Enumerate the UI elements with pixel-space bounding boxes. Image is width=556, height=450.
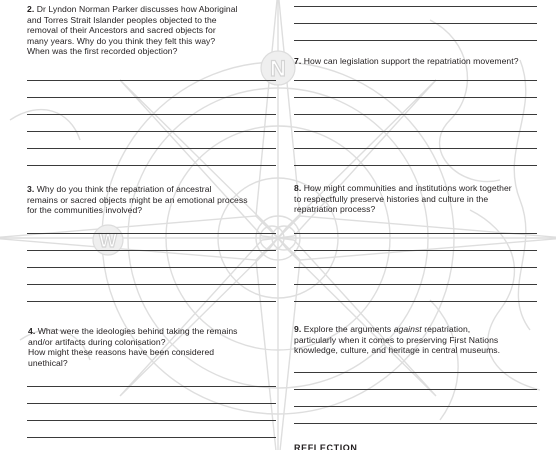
question-8-text-2: to respectfully preserve histories and culture in the <box>294 193 489 204</box>
answer-line[interactable] <box>294 6 537 7</box>
answer-line[interactable] <box>294 165 537 166</box>
answer-line[interactable] <box>294 250 537 251</box>
question-7 <box>294 56 554 67</box>
question-7-text-1: How can legislation support the repatriation movement? <box>303 56 519 66</box>
answer-line[interactable] <box>27 284 276 285</box>
question-2-text-5: When was the first recorded objection? <box>27 46 178 57</box>
answer-line[interactable] <box>27 131 276 132</box>
answer-line[interactable] <box>294 131 537 132</box>
question-2-line-1 <box>27 4 277 15</box>
answer-line[interactable] <box>294 267 537 268</box>
question-9-text-3: knowledge, culture, and heritage in central museums. <box>294 345 501 356</box>
answer-line[interactable] <box>27 386 276 387</box>
west-label: W <box>99 231 117 252</box>
answer-line[interactable] <box>27 250 276 251</box>
question-9-text-1a: Explore the arguments <box>303 324 394 334</box>
answer-line[interactable] <box>294 233 537 234</box>
answer-line[interactable] <box>27 148 276 149</box>
question-4-text-4: unethical? <box>28 357 68 368</box>
answer-line[interactable] <box>294 301 537 302</box>
answer-line[interactable] <box>294 80 537 81</box>
answer-line[interactable] <box>294 148 537 149</box>
question-9-text-2: particularly when it comes to preserving First Nations <box>294 334 499 345</box>
question-9 <box>294 324 554 356</box>
question-2-text-3: removal of their Ancestors and sacred objects for <box>27 25 216 36</box>
question-7-number: 7. <box>294 56 302 66</box>
question-9-number: 9. <box>294 324 302 334</box>
reflection-heading: REFLECTION <box>294 443 358 450</box>
answer-line[interactable] <box>294 372 537 373</box>
question-2-number: 2. <box>27 4 35 14</box>
answer-line[interactable] <box>27 233 276 234</box>
question-2-text-2: and Torres Strait Islander peoples objected to the <box>27 14 217 25</box>
question-3-number: 3. <box>27 184 35 194</box>
question-8 <box>294 183 554 215</box>
north-label: N <box>270 56 286 81</box>
question-8-number: 8. <box>294 183 302 193</box>
answer-line[interactable] <box>27 114 276 115</box>
answer-line[interactable] <box>294 389 537 390</box>
answer-line[interactable] <box>27 301 276 302</box>
answer-line[interactable] <box>294 284 537 285</box>
answer-line[interactable] <box>294 97 537 98</box>
answer-line[interactable] <box>27 80 276 81</box>
question-2-text-1: Dr Lyndon Norman Parker discusses how Aboriginal <box>36 4 238 14</box>
question-3-text-2: remains or sacred objects might be an emotional process <box>27 194 248 205</box>
answer-line[interactable] <box>27 165 276 166</box>
question-9-emphasis: against <box>393 324 422 334</box>
answer-line[interactable] <box>294 23 537 24</box>
question-4-text-2: and/or artifacts during colonisation? <box>28 336 166 347</box>
answer-line[interactable] <box>294 40 537 41</box>
answer-line[interactable] <box>27 97 276 98</box>
question-3-text-1: Why do you think the repatriation of ancestral <box>36 184 212 194</box>
question-9-text-1b: repatriation, <box>421 324 471 334</box>
answer-line[interactable] <box>27 267 276 268</box>
question-4-text-3: How might these reasons have been considered <box>28 347 215 358</box>
question-2-text-4: many years. Why do you think they felt this way? <box>27 35 216 46</box>
question-8-text-3: repatriation process? <box>294 204 376 215</box>
answer-line[interactable] <box>27 437 276 438</box>
answer-line[interactable] <box>27 403 276 404</box>
question-3 <box>27 184 277 216</box>
question-4-text-1: What were the ideologies behind taking the remains <box>37 326 238 336</box>
question-8-text-1: How might communities and institutions work together <box>303 183 512 193</box>
answer-line[interactable] <box>294 114 537 115</box>
answer-line[interactable] <box>294 406 537 407</box>
question-2 <box>27 4 277 57</box>
question-3-text-3: for the communities involved? <box>27 205 143 216</box>
answer-line[interactable] <box>27 420 276 421</box>
question-4-number: 4. <box>28 326 36 336</box>
question-4 <box>28 326 278 368</box>
answer-line[interactable] <box>294 423 537 424</box>
